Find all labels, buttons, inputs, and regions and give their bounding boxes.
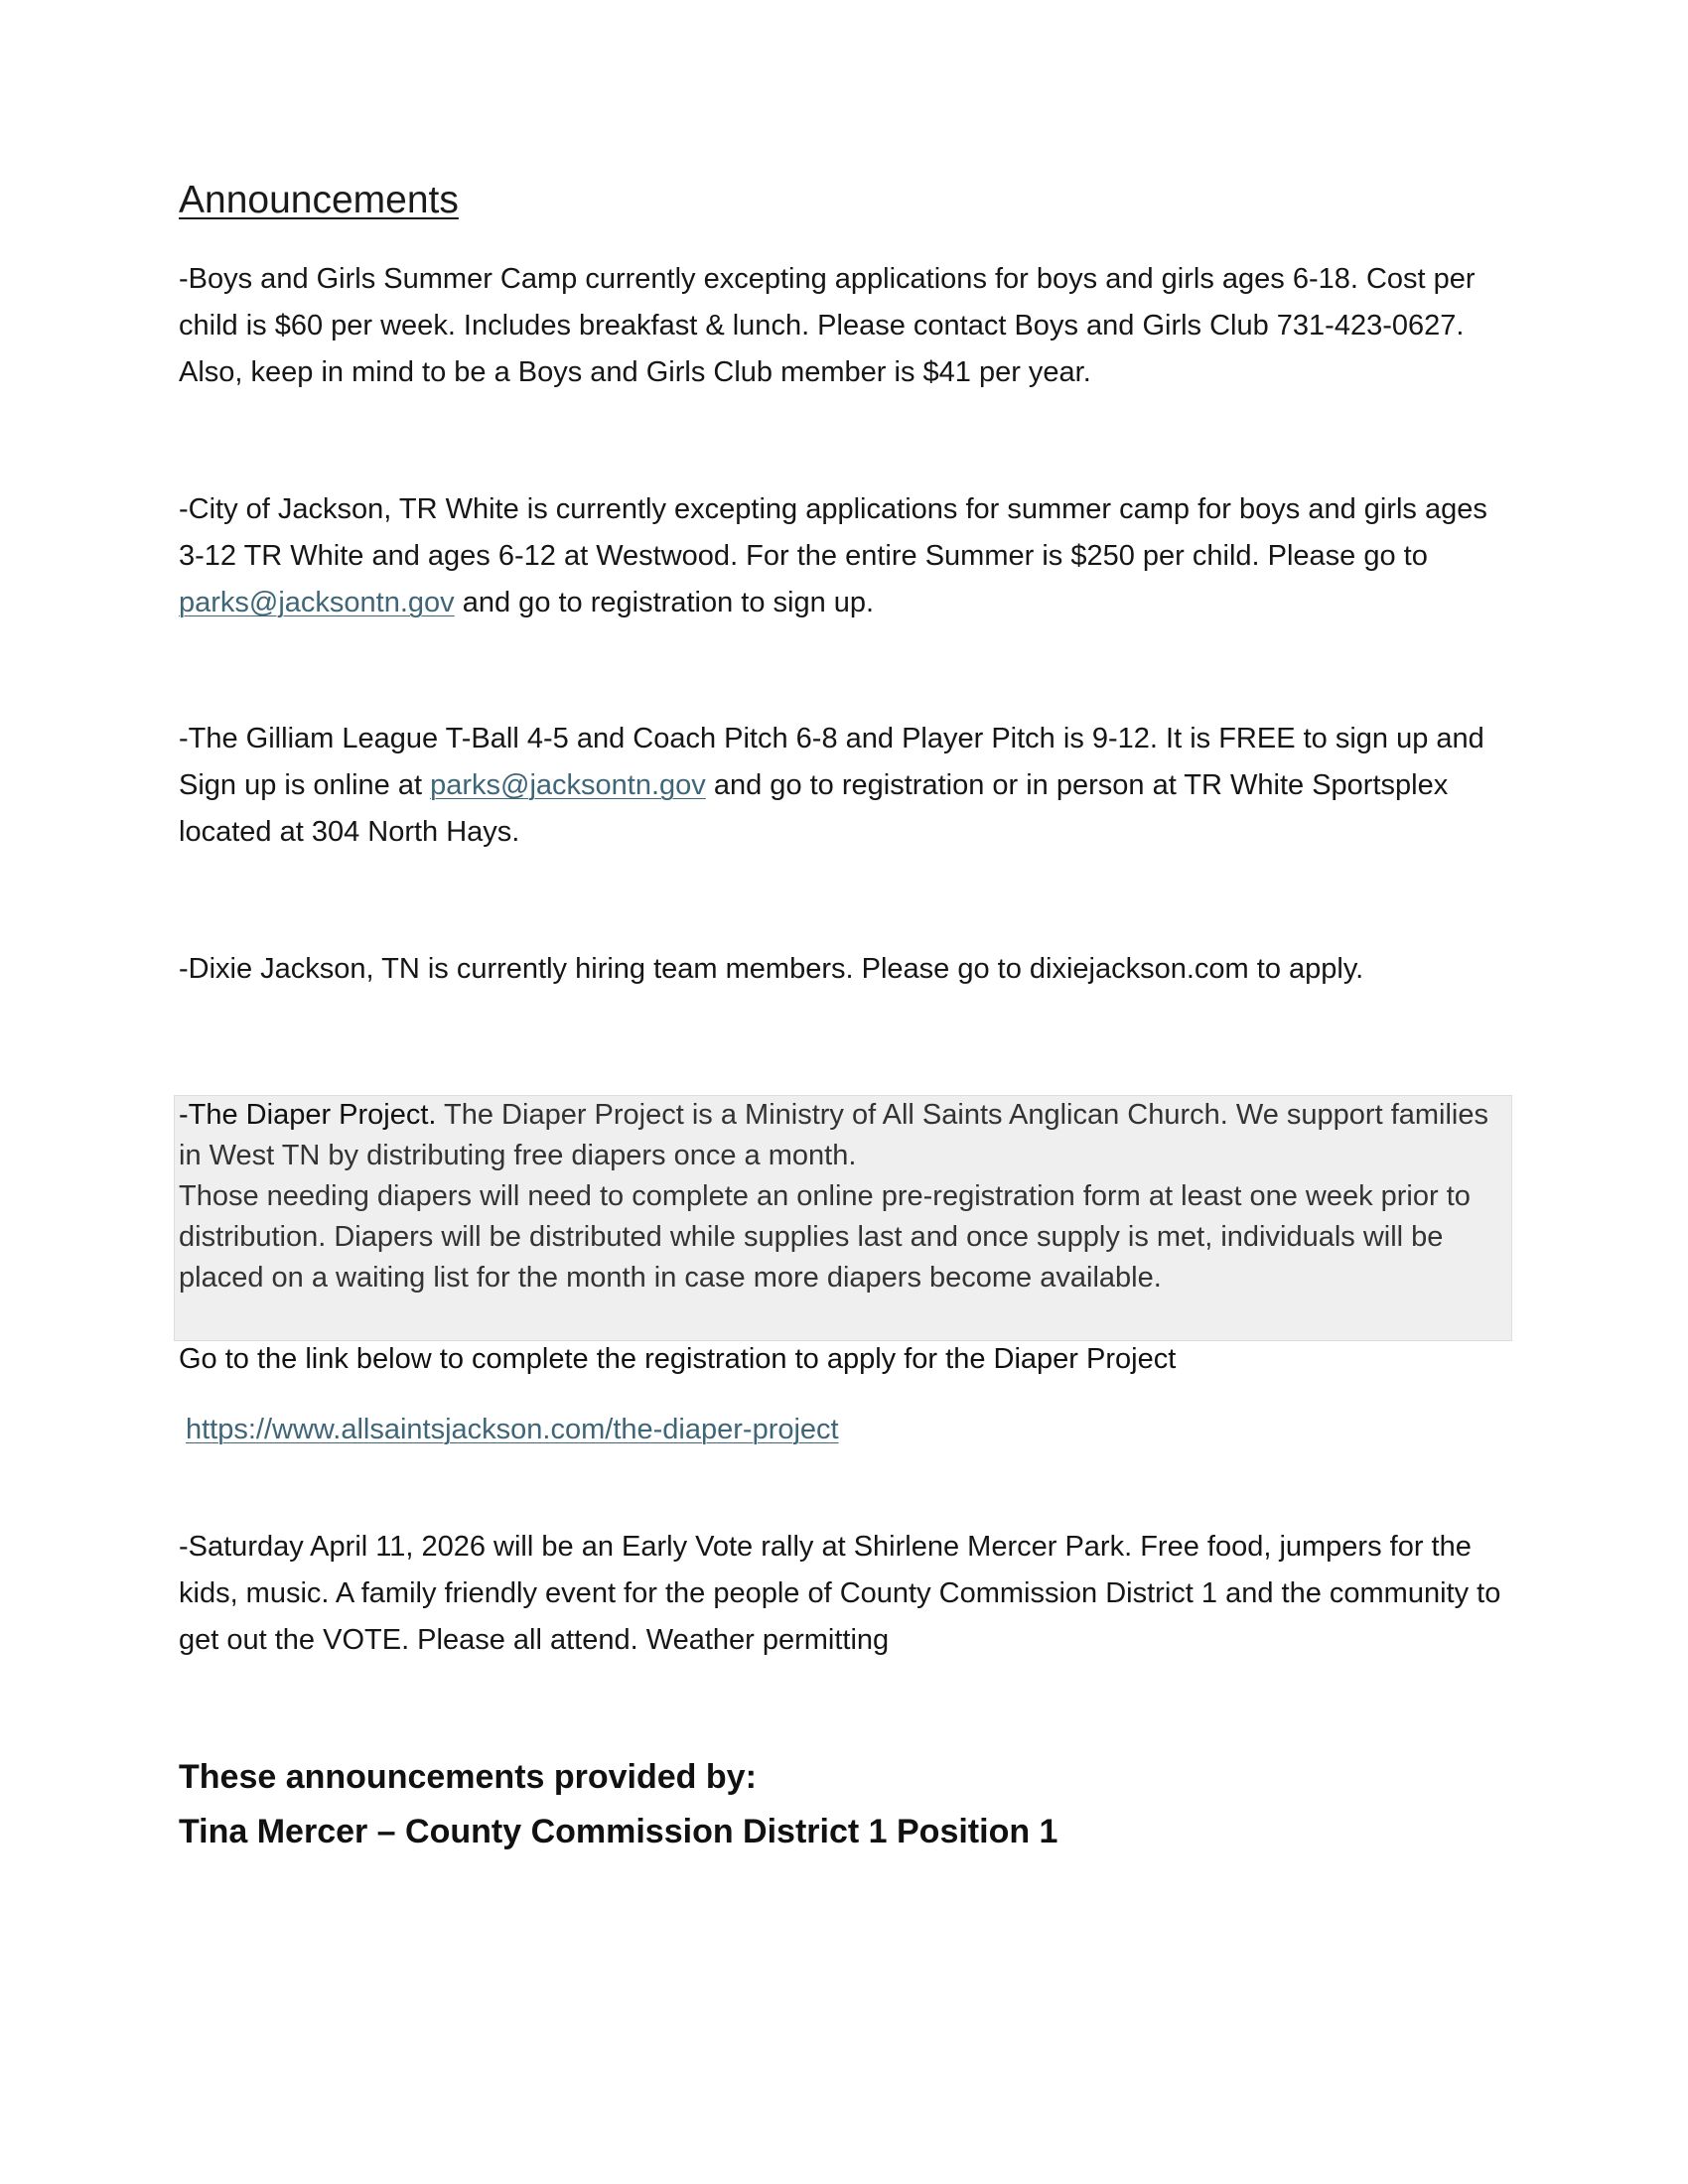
announcement-text: and go to registration or in person at TR White Sportsplex located at 304 North Hays.: [179, 769, 1449, 848]
announcement-early-vote-rally: [179, 1524, 1519, 1664]
footer-author: Tina Mercer – County Commission District 1 Position 1: [179, 1813, 1058, 1850]
parks-email-link[interactable]: parks@jacksontn.gov: [430, 769, 706, 801]
announcement-city-camp: [179, 486, 1519, 626]
announcement-text: and go to registration to sign up.: [454, 587, 875, 618]
diaper-registration-note: Go to the link below to complete the registration to apply for the Diaper Project: [179, 1343, 1177, 1375]
footer-provided-by: These announcements provided by:: [179, 1758, 757, 1796]
announcement-text: -Boys and Girls Summer Camp currently excepting applications for boys and girls ages 6-18. Cost per child is $60 per week. Includes breakfast & lunch. Please contact Boys and Girls Club 731-423-0627. Also, keep in mind to be a Boys and Girls Club member is $41 per year.: [179, 263, 1476, 388]
page-title: Announcements: [179, 179, 459, 221]
announcement-gilliam-league: [179, 716, 1519, 856]
diaper-intro: [179, 1095, 1514, 1176]
announcement-text: -Saturday April 11, 2026 will be an Early Vote rally at Shirlene Mercer Park. Free food, jumpers for the kids, music. A family friendly event for the people of County Commission District 1 and the community to get out the VOTE. Please all attend. Weather permitting: [179, 1531, 1501, 1656]
diaper-project-link[interactable]: https://www.allsaintsjackson.com/the-diaper-project: [186, 1414, 839, 1445]
announcement-text: -Dixie Jackson, TN is currently hiring team members. Please go to dixiejackson.com to apply.: [179, 953, 1364, 985]
announcement-diaper-project: [179, 1095, 1514, 1298]
announcement-text: -City of Jackson, TR White is currently excepting applications for summer camp for boys and girls ages 3-12 TR White and ages 6-12 at Westwood. For the entire Summer is $250 per child. Please go to: [179, 493, 1487, 572]
diaper-description: The Diaper Project is a Ministry of All Saints Anglican Church. We support families in West TN by distributing free diapers once a month.: [179, 1099, 1488, 1171]
diaper-project-link-line: [186, 1410, 839, 1450]
diaper-lead: -The Diaper Project.: [179, 1099, 437, 1131]
announcement-text: -The Gilliam League T-Ball 4-5 and Coach Pitch 6-8 and Player Pitch is 9-12. It is FREE to sign up and Sign up is online at: [179, 723, 1484, 801]
parks-email-link[interactable]: parks@jacksontn.gov: [179, 587, 455, 618]
announcement-summer-camp: [179, 256, 1519, 396]
announcement-dixie-jackson: [179, 946, 1519, 993]
diaper-instructions: Those needing diapers will need to complete an online pre-registration form at least one week prior to distribution. Diapers will be distributed while supplies last and once supply is met, individuals will be placed on a waiting list for the month in case more diapers become available.: [179, 1180, 1471, 1294]
